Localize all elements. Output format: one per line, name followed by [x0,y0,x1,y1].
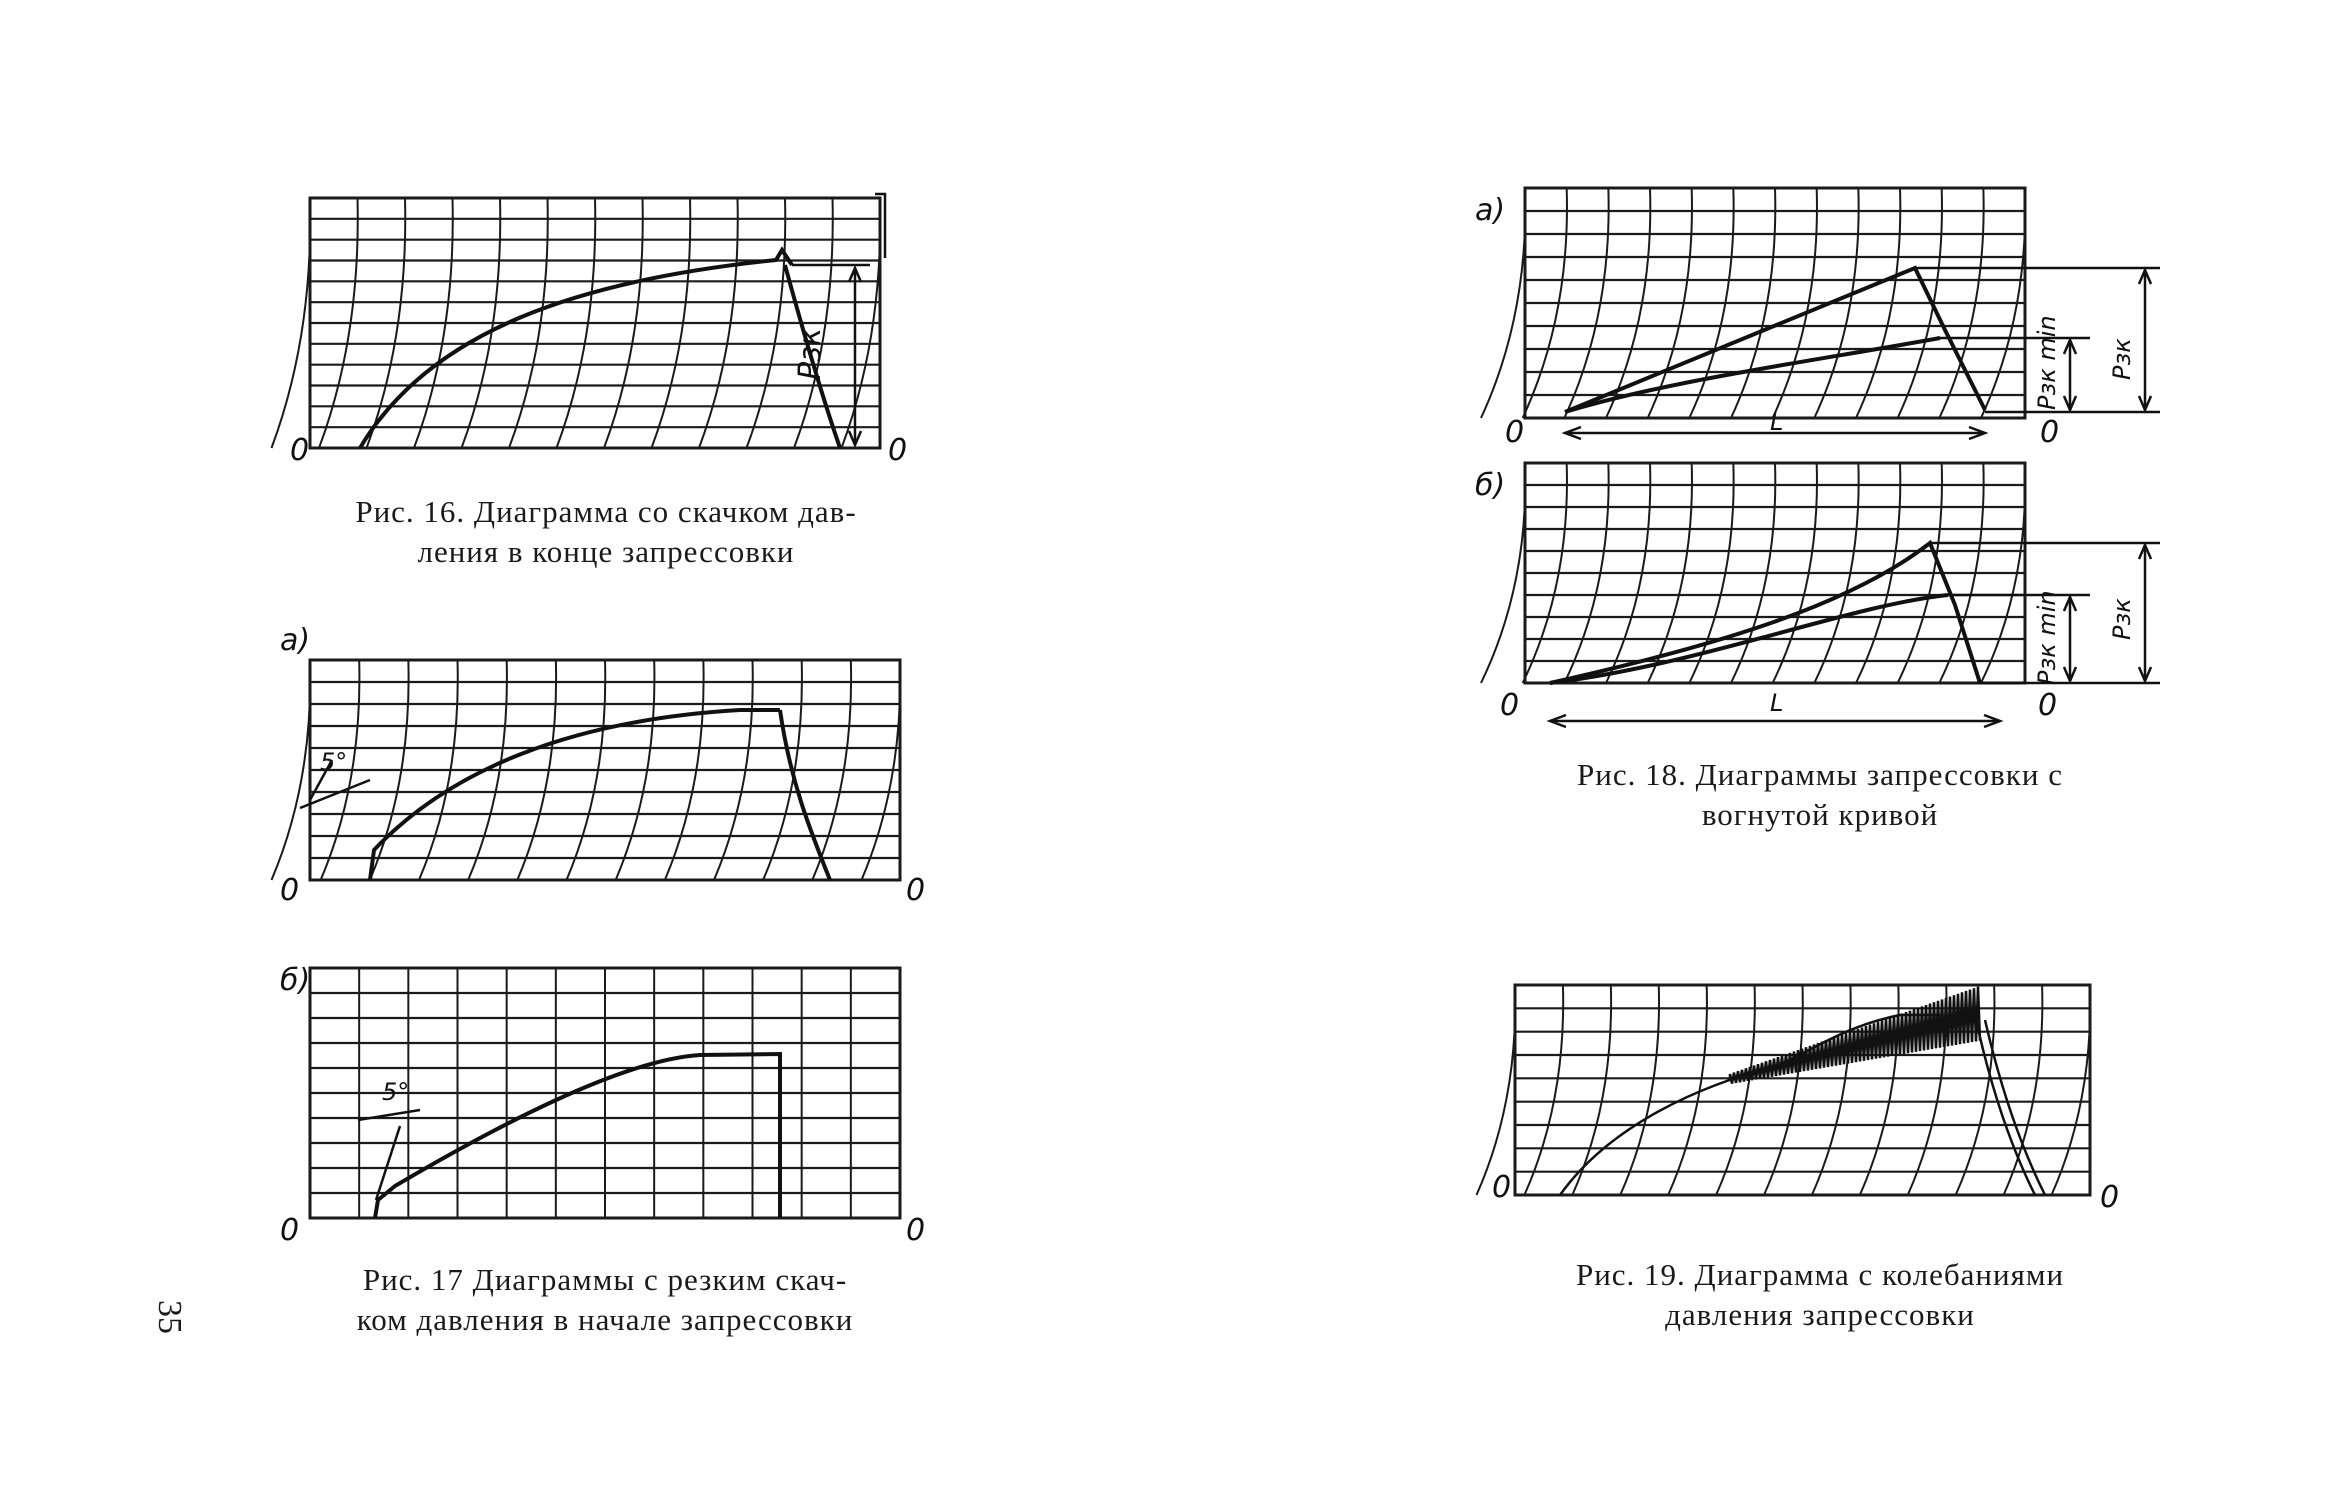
axis-zero-left: 0 [280,873,300,908]
caption-line: Рис. 17 Диаграммы с резким скач- [362,1262,848,1297]
grid-line-vertical [2052,985,2091,1195]
figure-16 [280,190,908,480]
figure-16-caption [286,492,926,572]
panel-label-a: а) [280,623,311,658]
axis-zero-right: 0 [2040,415,2060,450]
axis-zero-right: 0 [888,433,908,468]
angle-label: 5° [320,748,348,776]
angle-ray [376,1126,400,1200]
caption-line: ком давления в начале запрессовки [356,1302,854,1337]
panel-label-a: а) [1475,193,1506,228]
grid-line-vertical [272,198,311,448]
axis-zero-left: 0 [1500,688,1520,723]
axis-zero-left: 0 [290,433,310,468]
figure-18b [1470,455,2190,745]
figure-18a [1470,180,2190,460]
p-label: Pзк [793,327,828,380]
grid-line-vertical [2004,985,2043,1195]
axis-zero-left: 0 [1505,415,1525,450]
grid-line-vertical [1812,985,1851,1195]
axis-zero-right: 0 [2038,688,2058,723]
axis-zero-left: 0 [1492,1170,1512,1205]
grid-line-vertical [1572,985,1611,1195]
caption-line: Рис. 18. Диаграммы запрессовки с [1577,757,2063,792]
grid-line-vertical [1716,985,1755,1195]
p-label: Pзк [2108,338,2136,380]
axis-zero-right: 0 [906,873,926,908]
figure-17-caption [280,1260,930,1340]
grid-line-vertical [272,660,311,880]
grid-line-vertical [1524,985,1563,1195]
caption-line: ления в конце запрессовки [417,534,795,569]
chart-arcs [1477,985,2091,1195]
p-label: Pзк [2108,598,2136,640]
angle-label: 5° [382,1078,410,1106]
figure-17a [270,610,930,910]
pmin-label: Pзк min [2033,590,2061,685]
grid-line-vertical [1477,985,1516,1195]
caption-line: давления запрессовки [1665,1297,1975,1332]
axis-zero-left: 0 [280,1213,300,1248]
panel-label-b: б) [280,963,311,998]
page-number: 35 [151,1300,188,1334]
axis-zero-right: 0 [906,1213,926,1248]
figure-19-caption [1490,1255,2150,1335]
figure-19 [1480,975,2140,1230]
figure-18-caption [1490,755,2150,835]
figure-17b [270,950,930,1250]
l-label: L [1770,408,1784,436]
caption-line: Рис. 16. Диаграмма со скачком дав- [355,494,857,529]
caption-line: вогнутой кривой [1701,797,1939,832]
grid-line-vertical [1764,985,1803,1195]
axis-zero-right: 0 [2100,1180,2120,1215]
l-label: L [1770,689,1784,717]
panel-label-b: б) [1475,468,1506,503]
grid-line-vertical [1620,985,1659,1195]
caption-line: Рис. 19. Диаграмма с колебаниями [1575,1257,2065,1292]
pmin-label: Pзк min [2033,315,2061,410]
pressure-curve [370,710,780,880]
